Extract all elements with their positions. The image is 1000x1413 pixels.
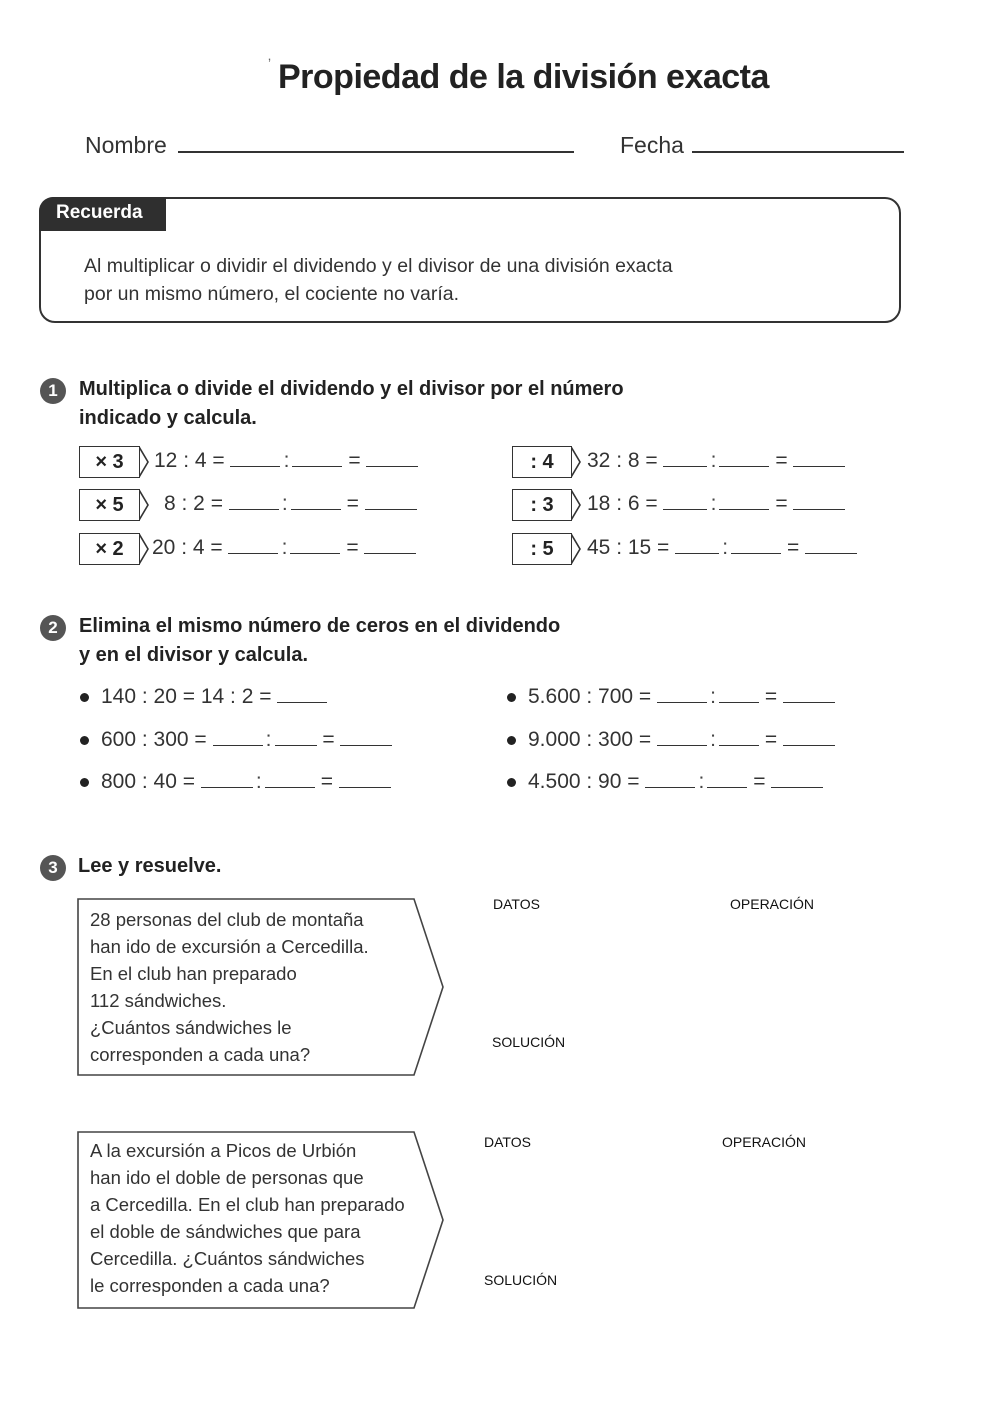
answer-blank[interactable] [783, 729, 835, 746]
chevron-right-icon [139, 489, 155, 521]
ex2-item-1-expr: 140 : 20 = 14 : 2 = [101, 685, 272, 708]
colon: : [722, 536, 729, 559]
operator-box: × 3 [79, 446, 140, 478]
exercise-3-title: Lee y resuelve. [78, 855, 222, 877]
answer-blank[interactable] [275, 729, 317, 746]
chevron-right-icon [571, 533, 587, 565]
chevron-right-icon [139, 446, 155, 478]
ex1-right-row [587, 449, 845, 473]
bullet [80, 693, 89, 702]
division-expression: 18 : 6 = [587, 492, 658, 515]
problem-1-text [90, 906, 369, 1068]
problem-1-box [77, 898, 447, 1078]
exercise-2-title [79, 612, 560, 670]
answer-blank[interactable] [719, 493, 769, 510]
problem-1-line: 112 sándwiches. [90, 990, 227, 1011]
answer-blank[interactable] [230, 450, 280, 467]
ex2-item-2-expr: 600 : 300 = [101, 728, 207, 751]
ex2-item-5-expr: 9.000 : 300 = [528, 728, 652, 751]
problem-2-datos-label: DATOS [484, 1134, 531, 1150]
page-title: Propiedad de la división exacta [278, 58, 769, 96]
colon: : [281, 492, 288, 515]
operator-box: : 3 [512, 489, 572, 521]
division-expression: 45 : 15 = [587, 536, 670, 559]
colon: : [710, 728, 716, 751]
problem-2-text [90, 1137, 405, 1299]
remember-text [84, 252, 673, 308]
equals-sign: = [775, 449, 788, 472]
operator-box: : 5 [512, 533, 572, 565]
answer-blank[interactable] [228, 537, 278, 554]
answer-blank[interactable] [783, 686, 835, 703]
exercise-1-title [79, 375, 624, 433]
bullet [80, 736, 89, 745]
colon: : [283, 449, 290, 472]
equals-sign: = [775, 492, 788, 515]
operator-box: : 4 [512, 446, 572, 478]
ex2-item-1 [101, 685, 327, 709]
answer-blank[interactable] [805, 537, 857, 554]
equals-sign: = [346, 492, 359, 515]
exercise-1-title-line-2: indicado y calcula. [79, 407, 257, 429]
equals-sign: = [764, 685, 778, 708]
date-label: Fecha [620, 132, 684, 158]
exercise-2-title-line-1: Elimina el mismo número de ceros en el dividendo [79, 615, 561, 637]
division-expression: 32 : 8 = [587, 449, 658, 472]
answer-blank[interactable] [213, 729, 263, 746]
answer-blank[interactable] [793, 450, 845, 467]
chevron-right-icon [571, 446, 587, 478]
answer-blank[interactable] [719, 729, 759, 746]
problem-1-datos-label: DATOS [493, 896, 540, 912]
problem-2-line: el doble de sándwiches que para [90, 1221, 361, 1242]
bullet [507, 736, 516, 745]
colon: : [698, 770, 705, 793]
bullet [507, 693, 516, 702]
problem-1-line: En el club han preparado [90, 963, 297, 984]
problem-2-line: han ido el doble de personas que [90, 1167, 364, 1188]
answer-blank[interactable] [657, 686, 707, 703]
answer-blank[interactable] [366, 450, 418, 467]
problem-2-box [77, 1131, 447, 1311]
problem-2-line: Cercedilla. ¿Cuántos sándwiches [90, 1248, 365, 1269]
division-expression: 12 : 4 = [154, 449, 225, 472]
ex2-item-6 [528, 770, 823, 794]
ex2-item-2 [101, 728, 392, 752]
answer-blank[interactable] [707, 771, 747, 788]
chevron-right-icon [571, 489, 587, 521]
ex2-item-3-expr: 800 : 40 = [101, 770, 195, 793]
ex1-right-row [587, 536, 857, 560]
operator-box: × 2 [79, 533, 140, 565]
problem-2-line: A la excursión a Picos de Urbión [90, 1140, 357, 1161]
answer-blank[interactable] [229, 493, 279, 510]
colon: : [710, 492, 717, 515]
equals-sign: = [764, 728, 778, 751]
equals-sign: = [348, 449, 361, 472]
ex1-left-row [152, 536, 416, 560]
answer-blank[interactable] [719, 450, 769, 467]
problem-2-line: a Cercedilla. En el club han preparado [90, 1194, 405, 1215]
problem-1-operacion-label: OPERACIÓN [730, 896, 815, 912]
bullet [507, 778, 516, 787]
problem-2-operacion-label: OPERACIÓN [722, 1134, 807, 1150]
answer-blank[interactable] [339, 771, 391, 788]
problem-1-line: 28 personas del club de montaña [90, 909, 364, 930]
answer-blank[interactable] [719, 686, 759, 703]
problem-1-solucion-label: SOLUCIÓN [492, 1034, 566, 1050]
answer-blank[interactable] [663, 450, 707, 467]
remember-heading: Recuerda [39, 197, 166, 231]
ex2-item-5 [528, 728, 835, 752]
ex2-item-4-expr: 5.600 : 700 = [528, 685, 652, 708]
ex2-item-6-expr: 4.500 : 90 = [528, 770, 640, 793]
equals-sign: = [753, 770, 766, 793]
answer-blank[interactable] [291, 493, 341, 510]
date-field[interactable] [692, 151, 904, 153]
colon: : [710, 685, 716, 708]
name-field[interactable] [178, 151, 574, 153]
ex1-right-row [587, 492, 845, 516]
remember-line-1: Al multiplicar o dividir el dividendo y el divisor de una división exacta [84, 255, 673, 277]
problem-1-line: han ido de excursión a Cercedilla. [90, 936, 369, 957]
equals-sign: = [346, 536, 359, 559]
exercise-1-number: 1 [40, 378, 66, 404]
answer-blank[interactable] [364, 537, 416, 554]
remember-line-2: por un mismo número, el cociente no varía. [84, 283, 460, 305]
answer-blank[interactable] [340, 729, 392, 746]
ex1-left-row [154, 449, 418, 473]
answer-blank[interactable] [290, 537, 340, 554]
division-expression: 8 : 2 = [164, 492, 223, 515]
colon: : [265, 728, 272, 751]
answer-blank[interactable] [793, 493, 845, 510]
problem-1-line: corresponden a cada una? [90, 1044, 311, 1065]
ex1-left-row [164, 492, 417, 516]
operator-box: × 5 [79, 489, 140, 521]
answer-blank[interactable] [277, 686, 327, 703]
answer-blank[interactable] [201, 771, 253, 788]
answer-blank[interactable] [365, 493, 417, 510]
ex2-item-4 [528, 685, 835, 709]
equals-sign: = [322, 728, 335, 751]
answer-blank[interactable] [663, 493, 707, 510]
problem-1-line: ¿Cuántos sándwiches le [90, 1017, 292, 1038]
answer-blank[interactable] [645, 771, 695, 788]
exercise-2-number: 2 [40, 615, 66, 641]
division-expression: 20 : 4 = [152, 536, 223, 559]
exercise-2-title-line-2: y en el divisor y calcula. [79, 644, 309, 666]
colon: : [281, 536, 288, 559]
answer-blank[interactable] [731, 537, 781, 554]
answer-blank[interactable] [265, 771, 315, 788]
name-label: Nombre [85, 132, 167, 158]
title-mark: ʼ [268, 56, 272, 72]
bullet [80, 778, 89, 787]
equals-sign: = [787, 536, 800, 559]
colon: : [710, 449, 717, 472]
exercise-1-title-line-1: Multiplica o divide el dividendo y el divisor por el número [79, 378, 624, 400]
ex2-item-3 [101, 770, 391, 794]
answer-blank[interactable] [675, 537, 719, 554]
answer-blank[interactable] [292, 450, 342, 467]
equals-sign: = [320, 770, 333, 793]
problem-2-line: le corresponden a cada una? [90, 1275, 330, 1296]
answer-blank[interactable] [657, 729, 707, 746]
exercise-3-number: 3 [40, 855, 66, 881]
colon: : [255, 770, 262, 793]
problem-2-solucion-label: SOLUCIÓN [484, 1272, 558, 1288]
answer-blank[interactable] [771, 771, 823, 788]
